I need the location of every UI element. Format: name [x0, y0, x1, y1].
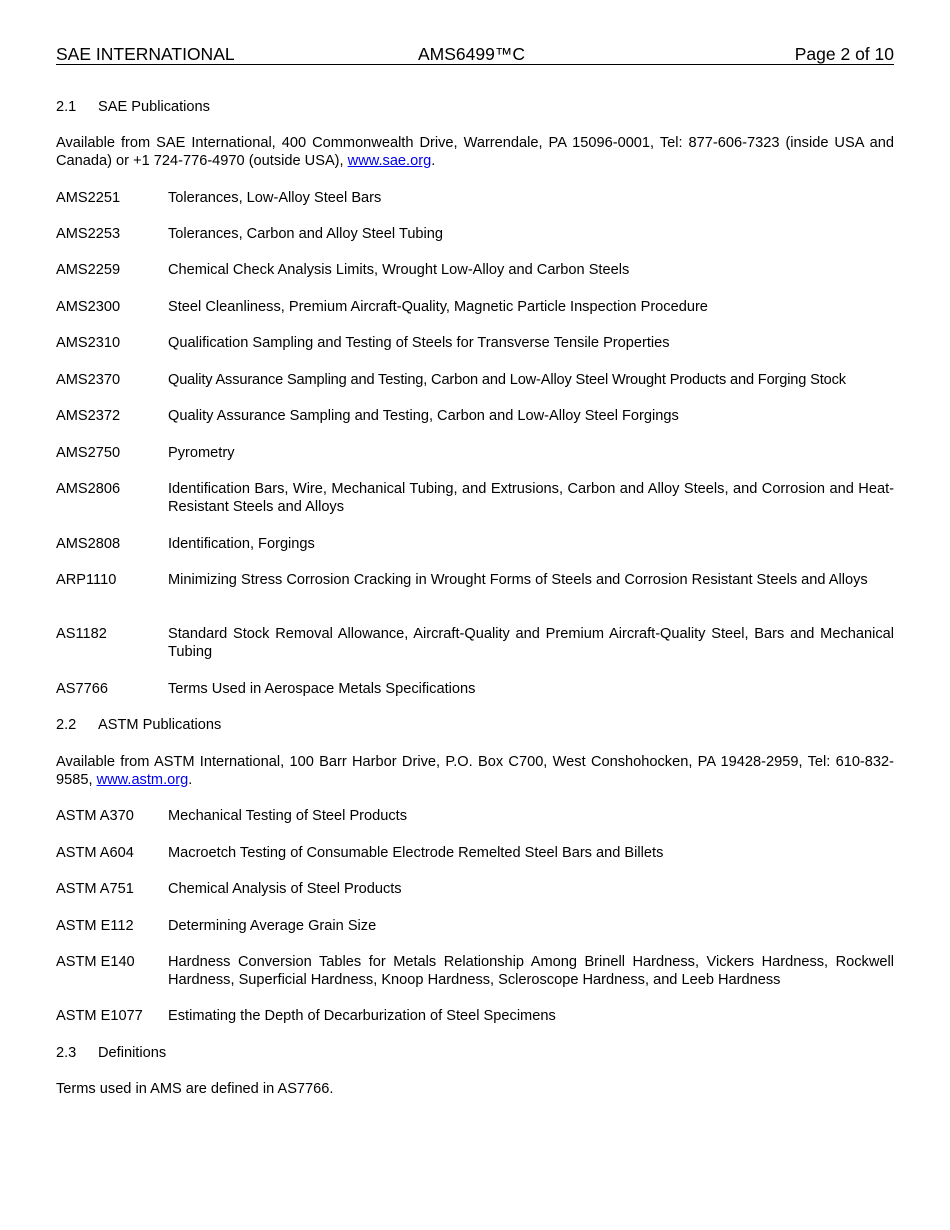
- section-number: 2.2: [56, 717, 77, 733]
- reference-code: ASTM A370: [56, 808, 134, 824]
- astm-website-link[interactable]: www.astm.org: [96, 772, 189, 788]
- reference-title: Chemical Analysis of Steel Products: [168, 881, 402, 897]
- reference-code: AMS2372: [56, 408, 121, 424]
- reference-title: Identification, Forgings: [168, 536, 315, 552]
- reference-title: Tolerances, Carbon and Alloy Steel Tubing: [168, 226, 444, 242]
- section-title: SAE Publications: [98, 99, 210, 115]
- reference-code: ASTM E112: [56, 918, 134, 934]
- reference-title: Terms Used in Aerospace Metals Specifications: [168, 681, 476, 697]
- reference-title: Mechanical Testing of Steel Products: [168, 808, 408, 824]
- reference-title: Standard Stock Removal Allowance, Aircraft-Quality and Premium Aircraft-Quality Steel, Bars and Mechanical Tubing: [168, 626, 894, 660]
- section-number: 2.1: [56, 99, 77, 115]
- reference-code: AMS2300: [56, 299, 121, 315]
- reference-title: Quality Assurance Sampling and Testing, Carbon and Low-Alloy Steel Wrought Products and Forging Stock: [168, 372, 846, 388]
- sae-website-link[interactable]: www.sae.org: [347, 153, 432, 169]
- reference-title: Chemical Check Analysis Limits, Wrought Low-Alloy and Carbon Steels: [168, 262, 630, 278]
- header-page-number: Page 2 of 10: [794, 44, 894, 64]
- section-heading-2-3: [56, 1044, 166, 1062]
- reference-title: Determining Average Grain Size: [168, 918, 377, 934]
- definitions-paragraph: Terms used in AMS are defined in AS7766.: [56, 1081, 334, 1097]
- reference-code: ASTM E140: [56, 954, 135, 970]
- reference-code: AMS2251: [56, 190, 121, 206]
- astm-availability-text: Available from ASTM International, 100 Barr Harbor Drive, P.O. Box C700, West Conshohocken, PA 19428-2959, Tel: 610-832-9585,: [56, 754, 894, 788]
- reference-title: Estimating the Depth of Decarburization of Steel Specimens: [168, 1008, 556, 1024]
- reference-code: AMS2310: [56, 335, 121, 351]
- section-title: ASTM Publications: [98, 717, 222, 733]
- reference-code: ASTM A604: [56, 845, 134, 861]
- reference-title: Qualification Sampling and Testing of Steels for Transverse Tensile Properties: [168, 335, 670, 351]
- header-doc-id: AMS6499™C: [418, 44, 525, 64]
- sae-availability-paragraph: [56, 134, 894, 170]
- reference-title: Tolerances, Low-Alloy Steel Bars: [168, 190, 382, 206]
- reference-code: AMS2370: [56, 372, 121, 388]
- reference-code: AS7766: [56, 681, 108, 697]
- reference-title: Hardness Conversion Tables for Metals Relationship Among Brinell Hardness, Vickers Hardness, Rockwell Hardness, Superficial Hardness, Knoop Hardness, Scleroscope Hardness, and Leeb Hardness: [168, 954, 894, 988]
- reference-title: Pyrometry: [168, 445, 235, 461]
- section-title: Definitions: [98, 1045, 167, 1061]
- astm-availability-paragraph: [56, 753, 894, 789]
- reference-title: Minimizing Stress Corrosion Cracking in Wrought Forms of Steels and Corrosion Resistant Steels and Alloys: [168, 572, 868, 588]
- reference-title: Macroetch Testing of Consumable Electrode Remelted Steel Bars and Billets: [168, 845, 664, 861]
- link-suffix: .: [188, 772, 193, 788]
- reference-code: AMS2750: [56, 445, 121, 461]
- reference-title: Identification Bars, Wire, Mechanical Tubing, and Extrusions, Carbon and Alloy Steels, and Corrosion and Heat-Resistant Steels and Alloys: [168, 481, 894, 515]
- reference-code: AMS2253: [56, 226, 121, 242]
- reference-code: AS1182: [56, 626, 107, 642]
- section-number: 2.3: [56, 1045, 77, 1061]
- reference-code: ARP1110: [56, 572, 117, 588]
- sae-availability-text: Available from SAE International, 400 Commonwealth Drive, Warrendale, PA 15096-0001, Tel: 877-606-7323 (inside USA and Canada) or +1 724-776-4970 (outside USA),: [56, 135, 894, 169]
- reference-code: AMS2806: [56, 481, 121, 497]
- reference-title: Steel Cleanliness, Premium Aircraft-Quality, Magnetic Particle Inspection Procedure: [168, 299, 708, 315]
- section-heading-2-1: [56, 98, 210, 116]
- link-suffix: .: [431, 153, 436, 169]
- page-header: [56, 44, 894, 65]
- header-org: SAE INTERNATIONAL: [56, 44, 235, 64]
- reference-code: AMS2808: [56, 536, 121, 552]
- reference-code: ASTM A751: [56, 881, 134, 897]
- reference-title: Quality Assurance Sampling and Testing, Carbon and Low-Alloy Steel Forgings: [168, 408, 679, 424]
- reference-code: AMS2259: [56, 262, 121, 278]
- reference-code: ASTM E1077: [56, 1008, 143, 1024]
- section-heading-2-2: [56, 716, 221, 734]
